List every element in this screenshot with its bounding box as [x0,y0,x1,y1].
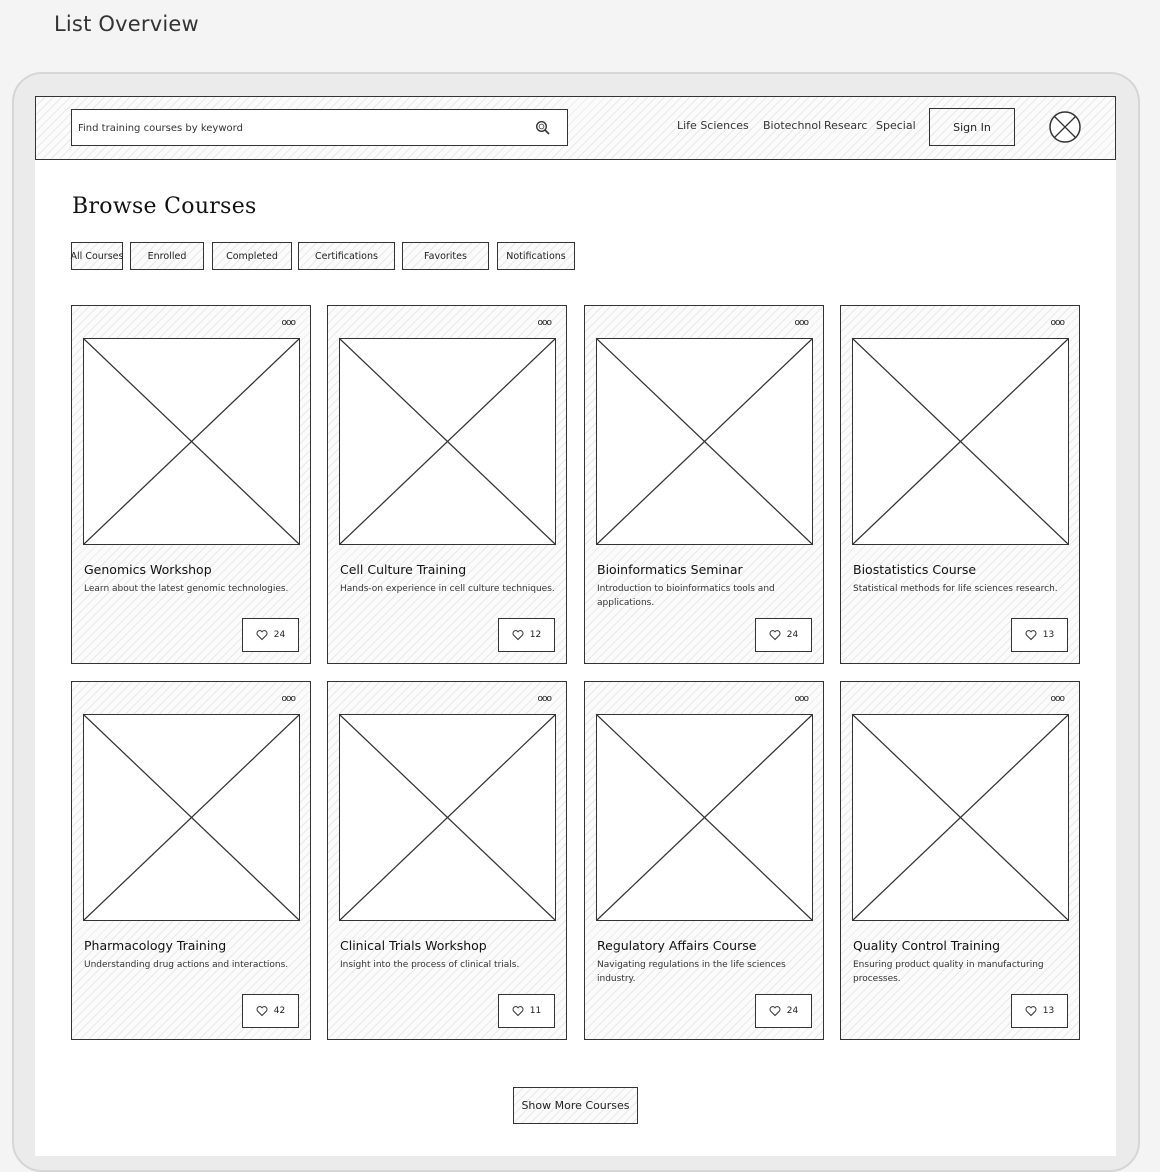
like-button[interactable] [242,618,299,652]
card-description: Statistical methods for life sciences research. [853,584,1058,594]
like-count: 24 [786,1006,799,1016]
filter-favorites[interactable]: Favorites [402,242,489,270]
more-options-icon[interactable]: ooo [537,318,551,328]
nav-life-sciences[interactable]: Life Sciences [677,119,749,132]
course-card[interactable] [71,305,311,664]
image-placeholder [852,338,1069,545]
filter-enrolled[interactable]: Enrolled [130,242,204,270]
more-options-icon[interactable]: ooo [1050,318,1064,328]
filter-notifications[interactable]: Notifications [497,242,575,270]
image-placeholder [852,714,1069,921]
like-count: 12 [529,630,542,640]
like-count: 24 [786,630,799,640]
more-options-icon[interactable]: ooo [794,318,808,328]
card-description: Hands-on experience in cell culture techniques. [340,584,555,594]
like-count: 11 [529,1006,542,1016]
more-options-icon[interactable]: ooo [537,694,551,704]
card-description: Ensuring product quality in manufacturing processes. [853,960,1044,984]
search-icon[interactable] [535,120,551,136]
card-title: Clinical Trials Workshop [340,938,487,953]
show-more-button[interactable]: Show More Courses [513,1087,638,1124]
like-button[interactable] [755,618,812,652]
like-count: 13 [1042,630,1055,640]
heart-icon [512,1005,524,1017]
search-box[interactable] [71,109,568,146]
search-input[interactable] [78,119,518,137]
more-options-icon[interactable]: ooo [1050,694,1064,704]
heart-icon [512,629,524,641]
course-card[interactable] [840,681,1080,1040]
nav-biotechnology[interactable]: Biotechnol [763,119,822,132]
course-card[interactable] [327,681,567,1040]
course-card[interactable] [584,681,824,1040]
like-button[interactable] [498,994,555,1028]
more-options-icon[interactable]: ooo [281,694,295,704]
card-description: Introduction to bioinformatics tools and applications. [597,584,775,608]
page-title: List Overview [54,12,199,36]
heart-icon [256,629,268,641]
section-title: Browse Courses [72,194,257,219]
image-placeholder [339,338,556,545]
heart-icon [256,1005,268,1017]
card-title: Quality Control Training [853,938,1001,953]
heart-icon [1025,1005,1037,1017]
image-placeholder [596,714,813,921]
filter-all-courses[interactable]: All Courses [71,242,123,270]
more-options-icon[interactable]: ooo [794,694,808,704]
card-title: Bioinformatics Seminar [597,562,743,577]
heart-icon [1025,629,1037,641]
like-button[interactable] [1011,618,1068,652]
more-options-icon[interactable]: ooo [281,318,295,328]
top-bar [35,96,1116,160]
course-card[interactable] [71,681,311,1040]
nav-research[interactable]: Researc [824,119,868,132]
sign-in-button[interactable]: Sign In [929,108,1015,146]
filter-completed[interactable]: Completed [212,242,292,270]
like-button[interactable] [1011,994,1068,1028]
card-description: Understanding drug actions and interactions. [84,960,289,970]
card-title: Biostatistics Course [853,562,977,577]
like-button[interactable] [755,994,812,1028]
image-placeholder [83,714,300,921]
card-description: Insight into the process of clinical trials. [340,960,520,970]
card-title: Regulatory Affairs Course [597,938,757,953]
image-placeholder [83,338,300,545]
heart-icon [769,629,781,641]
course-card[interactable] [840,305,1080,664]
image-placeholder [596,338,813,545]
like-count: 13 [1042,1006,1055,1016]
filter-certifications[interactable]: Certifications [298,242,395,270]
nav-special[interactable]: Special [876,119,916,132]
heart-icon [769,1005,781,1017]
card-title: Cell Culture Training [340,562,467,577]
course-card[interactable] [584,305,824,664]
card-title: Pharmacology Training [84,938,227,953]
logo-placeholder-icon[interactable] [1048,110,1082,144]
image-placeholder [339,714,556,921]
like-button[interactable] [242,994,299,1028]
card-description: Learn about the latest genomic technologies. [84,584,289,594]
card-title: Genomics Workshop [84,562,212,577]
card-description: Navigating regulations in the life sciences industry. [597,960,786,984]
like-count: 24 [273,630,286,640]
like-button[interactable] [498,618,555,652]
like-count: 42 [273,1006,286,1016]
course-card[interactable] [327,305,567,664]
